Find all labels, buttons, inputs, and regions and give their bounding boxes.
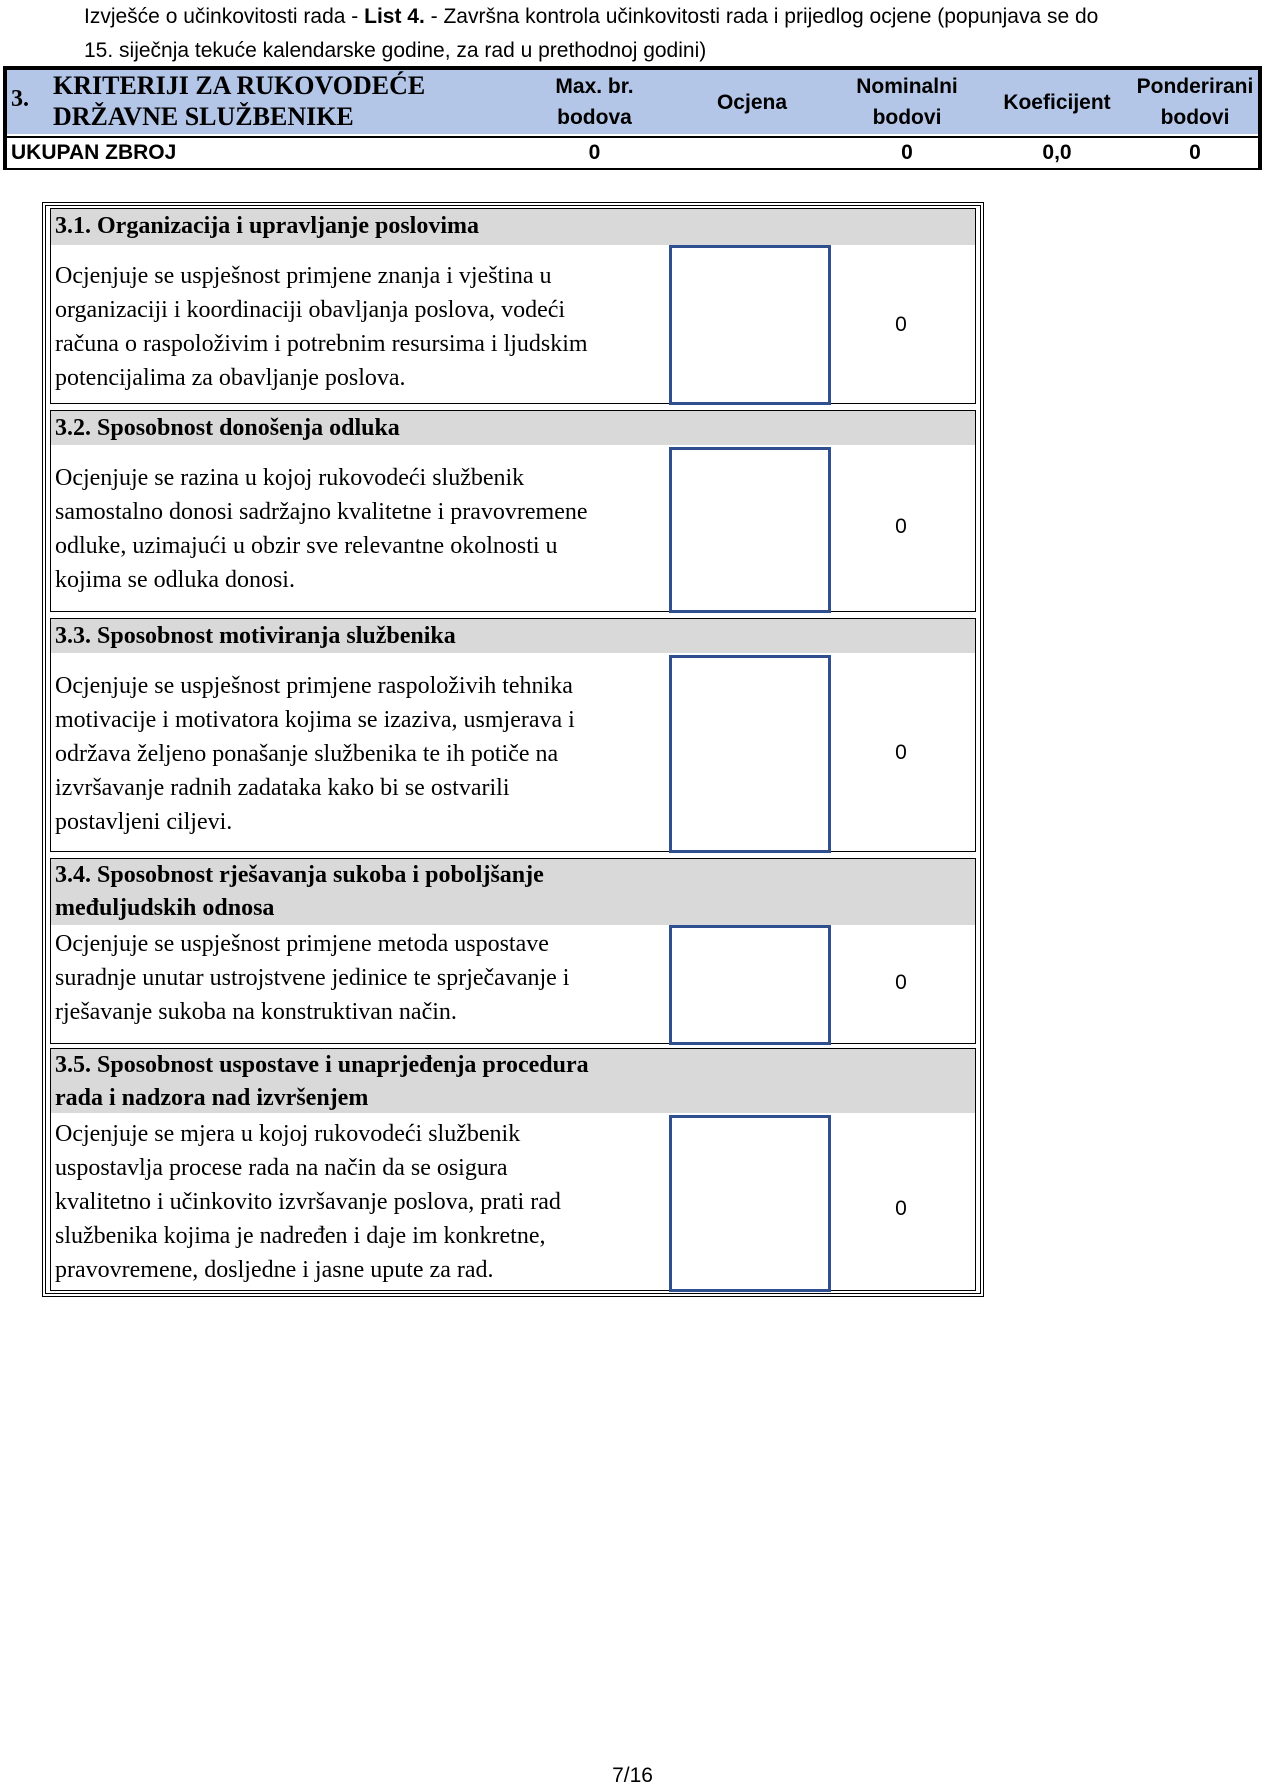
criterion-description: Ocjenjuje se uspješnost primjene znanja i vještina u organizaciji i koordinaciji obavljanja poslova, vodeći računa o raspoloživim i potrebnim resursima i ljudskim potencijalima za obavljanje poslova. [55, 263, 588, 391]
criterion-description: Ocjenjuje se uspješnost primjene metoda uspostave suradnje unutar ustrojstvene jedinice te sprječavanje i rješavanje sukoba na konstruktivan način. [55, 931, 570, 1025]
criteria-list [42, 202, 984, 1297]
criterion-points: 0 [895, 313, 907, 336]
grade-input-box[interactable] [669, 245, 831, 405]
criterion-points: 0 [895, 971, 907, 994]
total-label: UKUPAN ZBROJ [11, 141, 177, 164]
list-label: List 4. [364, 5, 425, 28]
criterion-points: 0 [895, 515, 907, 538]
criterion-title: 3.4. Sposobnost rješavanja sukoba i poboljšanje međuljudskih odnosa [51, 859, 975, 925]
total-max-points: 0 [588, 141, 601, 164]
col-grade: Ocjena [716, 90, 788, 114]
criterion-title: 3.2. Sposobnost donošenja odluka [51, 411, 975, 445]
criterion-description: Ocjenjuje se uspješnost primjene raspoloživih tehnika motivacije i motivatora kojima se izaziva, usmjerava i održava željeno ponašanje službenika te ih potiče na izvršavanje radnih zadataka kako bi se ostvarili postavljeni ciljevi. [55, 673, 575, 835]
criterion-title: 3.3. Sposobnost motiviranja službenika [51, 619, 975, 653]
intro-line-2: 15. siječnja tekuće kalendarske godine, za rad u prethodnoj godini) [84, 39, 707, 62]
intro-line-1: Izvješće o učinkovitosti rada - List 4. - Završna kontrola učinkovitosti rada i prijedlog ocjene (popunjava se do [84, 5, 1099, 28]
summary-header [7, 70, 1258, 134]
criterion-3-2 [50, 410, 976, 612]
summary-total-row [7, 136, 1258, 168]
section-number: 3. [11, 86, 29, 112]
grade-input-box[interactable] [669, 655, 831, 853]
section-title: KRITERIJI ZA RUKOVODEĆE DRŽAVNE SLUŽBENIKE [53, 71, 426, 131]
criterion-points: 0 [895, 741, 907, 764]
col-nominal-points: Nominalni bodovi [856, 75, 958, 129]
col-weighted-points: Ponderirani bodovi [1136, 75, 1254, 129]
col-coefficient: Koeficijent [1003, 90, 1111, 114]
grade-input-box[interactable] [669, 1115, 831, 1292]
criterion-title: 3.5. Sposobnost uspostave i unaprjeđenja procedura rada i nadzora nad izvršenjem [51, 1049, 975, 1113]
total-nominal-points: 0 [901, 141, 913, 164]
form-intro [84, 0, 1234, 68]
criterion-points: 0 [895, 1197, 907, 1220]
page-number: 7/16 [612, 1764, 653, 1787]
criterion-3-1 [50, 208, 976, 404]
summary-table [3, 66, 1262, 170]
criterion-title: 3.1. Organizacija i upravljanje poslovima [51, 209, 975, 245]
criterion-3-3 [50, 618, 976, 852]
col-max-points: Max. br. bodova [555, 75, 634, 129]
criterion-3-4 [50, 858, 976, 1044]
criterion-description: Ocjenjuje se razina u kojoj rukovodeći službenik samostalno donosi sadržajno kvalitetne i pravovremene odluke, uzimajući u obzir sve relevantne okolnosti u kojima se odluka donosi. [55, 465, 588, 593]
total-coefficient: 0,0 [1042, 141, 1072, 164]
criterion-description: Ocjenjuje se mjera u kojoj rukovodeći službenik uspostavlja procese rada na način da se osigura kvalitetno i učinkovito izvršavanje poslova, prati rad službenika kojima je nadređen i daje im konkretne, pravovremene, dosljedne i jasne upute za rad. [55, 1121, 561, 1283]
grade-input-box[interactable] [669, 447, 831, 613]
grade-input-box[interactable] [669, 925, 831, 1045]
total-weighted-points: 0 [1189, 141, 1201, 164]
criterion-3-5 [50, 1048, 976, 1291]
